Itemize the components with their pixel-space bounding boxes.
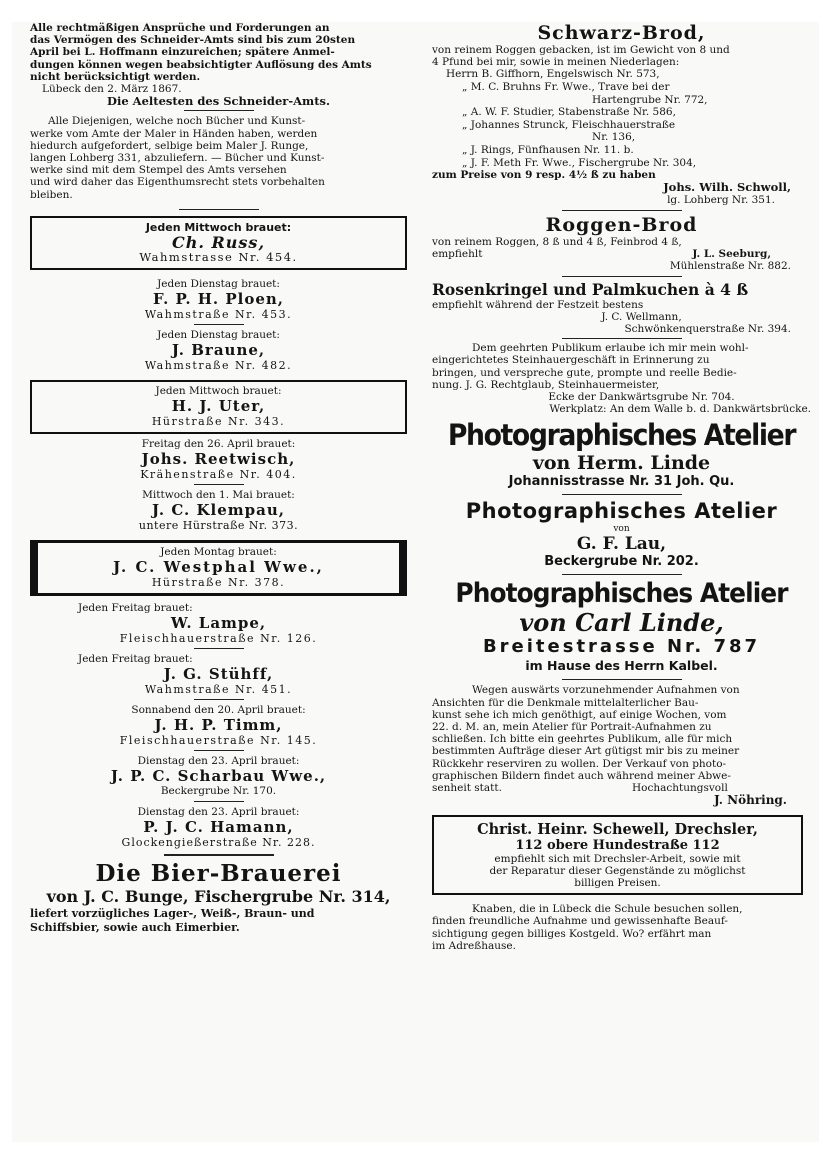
brewer-street: Hürstraße Nr. 378. xyxy=(151,575,286,589)
list-item: „ J. Rings, Fünfhausen Nr. 11. b. xyxy=(462,143,634,156)
brewer-name: H. J. Uter, xyxy=(171,396,266,415)
notice-line: kunst sehe ich mich genöthigt, auf einige Wochen, vom xyxy=(432,708,727,721)
schewell-ad xyxy=(432,815,803,896)
noehring-notice xyxy=(432,684,811,806)
atelier-title: Photographisches Atelier xyxy=(455,578,788,610)
ad-line: Werkplatz: An dem Walle b. d. Dankwärtsbrücke. xyxy=(549,403,811,416)
atelier-address: Breitestrasse Nr. 787 xyxy=(482,636,761,658)
brew-day: Jeden Dienstag brauet: xyxy=(157,328,280,341)
brew-day: Dienstag den 23. April brauet: xyxy=(137,754,300,767)
divider xyxy=(194,801,244,802)
list-item: Nr. 136, xyxy=(592,131,636,144)
divider xyxy=(562,679,682,680)
notice-signer: J. Nöhring. xyxy=(714,793,787,808)
atelier-title: Photographisches Atelier xyxy=(465,499,778,524)
notice-line: werke vom Amte der Maler in Händen haben, werden xyxy=(30,127,318,140)
brewer-street: Glockengießerstraße Nr. 228. xyxy=(121,835,316,849)
notice-line: senheit statt. xyxy=(432,782,502,795)
notice-greeting: Hochachtungsvoll xyxy=(632,782,728,795)
brauerei-owner: von J. C. Bunge, Fischergrube Nr. 314, xyxy=(46,886,391,906)
brewer-name: F. P. H. Ploen, xyxy=(152,289,285,308)
brewer-ad xyxy=(30,653,407,696)
notice-line: das Vermögen des Schneider-Amts sind bis zum 20sten xyxy=(30,34,356,47)
brew-day: Jeden Freitag brauet: xyxy=(78,652,193,665)
brewer-street: Fleischhauerstraße Nr. 126. xyxy=(119,631,318,645)
left-column xyxy=(30,22,407,935)
notice-line: langen Lohberg 331, abzuliefern. — Bücher und Kunst- xyxy=(30,152,325,165)
notice-line: im Adreßhause. xyxy=(432,939,516,952)
steinhauer-ad xyxy=(432,342,811,415)
divider xyxy=(562,210,682,211)
notice-line: Alle Diejenigen, welche noch Bücher und Kunst- xyxy=(48,115,306,128)
ad-address: 112 obere Hundestraße 112 xyxy=(515,837,720,853)
divider xyxy=(194,750,244,751)
brauerei-line: Schiffsbier, sowie auch Eimerbier. xyxy=(30,920,240,934)
atelier-house: im Hause des Herrn Kalbel. xyxy=(525,658,718,674)
brew-day: Mittwoch den 1. Mai brauet: xyxy=(142,488,295,501)
brewer-street: Fleischhauerstraße Nr. 145. xyxy=(119,733,318,747)
notice-line: finden freundliche Aufnahme und gewissenhafte Beauf- xyxy=(432,915,728,928)
ad-line: Dem geehrten Publikum erlaube ich mir mein wohl- xyxy=(472,342,749,355)
notice-line: Rückkehr reserviren zu wollen. Der Verkauf von photo- xyxy=(432,757,727,770)
brew-day: Jeden Montag brauet: xyxy=(160,545,277,558)
brewer-street: Hürstraße Nr. 343. xyxy=(151,414,286,428)
brewer-name: J. H. P. Timm, xyxy=(154,715,283,734)
brewer-name: J. G. Stühff, xyxy=(163,664,274,683)
ad-line: empfiehlt während der Festzeit bestens xyxy=(432,298,644,311)
divider xyxy=(194,484,244,485)
atelier-address: Johannisstrasse Nr. 31 Joh. Qu. xyxy=(508,474,735,490)
divider xyxy=(562,494,682,495)
brewer-ad xyxy=(30,489,407,532)
brauerei-title: Die Bier-Brauerei xyxy=(95,859,342,887)
ad-address: Mühlenstraße Nr. 882. xyxy=(669,260,791,273)
brewer-name: J. P. C. Scharbau Wwe., xyxy=(110,766,327,785)
list-item: „ Johannes Strunck, Fleischhauerstraße xyxy=(462,118,676,131)
brewer-ad xyxy=(30,755,407,798)
ad-line: billigen Preisen. xyxy=(574,877,661,890)
notice-line: sichtigung gegen billiges Kostgeld. Wo? erfährt man xyxy=(432,927,712,940)
ad-title: Schwarz-Brod, xyxy=(537,22,706,44)
ad-title: Roggen-Brod xyxy=(545,213,698,236)
roggenbrod-ad xyxy=(432,214,811,273)
brewer-name: Johs. Reetwisch, xyxy=(141,449,296,468)
divider xyxy=(562,276,682,277)
brewer-street: Beckergrube Nr. 170. xyxy=(160,784,277,797)
brewer-street: Wahmstraße Nr. 453. xyxy=(144,307,293,321)
schneider-notice xyxy=(30,22,407,107)
brewer-ad xyxy=(30,329,407,372)
divider xyxy=(562,574,682,575)
brewer-ad xyxy=(30,438,407,481)
brew-day: Sonnabend den 20. April brauet: xyxy=(131,703,306,716)
brew-day: Dienstag den 23. April brauet: xyxy=(137,805,300,818)
brewer-street: Wahmstraße Nr. 451. xyxy=(144,682,293,696)
notice-line: graphischen Bildern findet auch während meiner Abwe- xyxy=(432,769,731,782)
notice-line: bleiben. xyxy=(30,188,73,201)
ad-line: von reinem Roggen gebacken, ist im Gewicht von 8 und xyxy=(432,44,730,56)
brewer-ad xyxy=(30,216,407,270)
notice-signer: Die Aeltesten des Schneider-Amts. xyxy=(107,94,330,109)
ad-line: nung. J. G. Rechtglaub, Steinhauermeister, xyxy=(432,378,660,391)
brewer-ad xyxy=(30,806,407,849)
atelier-address: Beckergrube Nr. 202. xyxy=(544,554,699,570)
brewer-street: untere Hürstraße Nr. 373. xyxy=(138,518,299,532)
brew-day: Jeden Mittwoch brauet: xyxy=(155,384,282,397)
ad-title: Christ. Heinr. Schewell, Drechsler, xyxy=(477,820,758,838)
notice-line: schließen. Ich bitte ein geehrtes Publikum, alle für mich xyxy=(432,733,733,746)
notice-line: April bei L. Hoffmann einzureichen; spätere Anmel- xyxy=(30,46,335,59)
notice-line: Alle rechtmäßigen Ansprüche und Forderungen an xyxy=(30,22,330,34)
divider xyxy=(194,324,244,325)
notice-line: Ansichten für die Denkmale mittelalterlicher Bau- xyxy=(432,696,699,709)
atelier-owner: G. F. Lau, xyxy=(576,534,667,555)
brewer-street: Krähenstraße Nr. 404. xyxy=(140,467,297,481)
ad-title: Rosenkringel und Palmkuchen à 4 ß xyxy=(432,279,749,299)
divider xyxy=(179,209,259,210)
divider xyxy=(184,110,254,111)
brauerei-ad xyxy=(30,860,407,935)
atelier-owner: von Herm. Linde xyxy=(532,452,711,475)
notice-line: nicht berücksichtigt werden. xyxy=(30,70,201,83)
maler-notice xyxy=(30,115,407,200)
ad-address: lg. Lohberg Nr. 351. xyxy=(667,193,775,206)
brewer-name: J. Braune, xyxy=(171,340,266,359)
ad-line: empfiehlt sich mit Drechsler-Arbeit, sowie mit xyxy=(494,852,741,865)
ad-line: von reinem Roggen, 8 ß und 4 ß, Feinbrod 4 ß, xyxy=(432,235,682,248)
ad-signer: J. C. Wellmann, xyxy=(601,310,682,323)
ad-line: empfiehlt xyxy=(432,247,483,260)
notice-line: 22. d. M. an, mein Atelier für Portrait-Aufnahmen zu xyxy=(432,721,712,734)
atelier-title: Photographisches Atelier xyxy=(447,418,796,453)
brewer-ad xyxy=(30,540,407,596)
notice-line: werke sind mit dem Stempel des Amts versehen xyxy=(30,164,287,177)
atelier-carl-linde-ad xyxy=(432,578,811,673)
divider xyxy=(164,854,274,856)
divider xyxy=(194,648,244,649)
ad-signer: J. L. Seeburg, xyxy=(692,248,771,261)
list-item: „ J. F. Meth Fr. Wwe., Fischergrube Nr. 304, xyxy=(462,156,697,169)
notice-line: bestimmten Aufträge dieser Art gütigst mir bis zu meiner xyxy=(432,745,740,758)
list-item: Herrn B. Giffhorn, Engelswisch Nr. 573, xyxy=(446,68,660,81)
ad-line: zum Preise von 9 resp. 4½ ß zu haben xyxy=(432,169,656,182)
notice-line: Knaben, die in Lübeck die Schule besuchen sollen, xyxy=(472,903,743,916)
notice-date: Lübeck den 2. März 1867. xyxy=(42,83,182,96)
divider xyxy=(194,699,244,700)
ad-line: bringen, und verspreche gute, prompte und reelle Bedie- xyxy=(432,366,737,379)
brew-day: Jeden Mittwoch brauet: xyxy=(145,220,292,234)
list-item: „ M. C. Bruhns Fr. Wwe., Trave bei der xyxy=(462,81,670,93)
ad-signer: Johs. Wilh. Schwoll, xyxy=(663,180,791,195)
brauerei-line: liefert vorzügliches Lager-, Weiß-, Braun- und xyxy=(30,906,315,920)
brewer-name: P. J. C. Hamann, xyxy=(143,817,294,836)
rosenkringel-ad xyxy=(432,280,811,336)
ad-line: eingerichtetes Steinhauergeschäft in Erinnerung zu xyxy=(432,354,710,367)
atelier-lau-ad xyxy=(432,498,811,570)
ad-line: 4 Pfund bei mir, sowie in meinen Niederlagen: xyxy=(432,56,680,69)
atelier-von: von xyxy=(613,524,630,535)
brewer-name: W. Lampe, xyxy=(170,613,267,632)
notice-line: Wegen auswärts vorzunehmender Aufnahmen von xyxy=(472,684,740,697)
ad-line: der Reparatur dieser Gegenstände zu möglichst xyxy=(489,864,746,877)
brew-day: Jeden Dienstag brauet: xyxy=(157,277,280,290)
knaben-notice xyxy=(432,903,811,952)
brewer-name: J. C. Klempau, xyxy=(152,500,285,519)
brewer-name: Ch. Russ, xyxy=(171,232,266,252)
divider xyxy=(562,338,682,339)
brew-day: Jeden Freitag brauet: xyxy=(78,601,193,614)
list-item: Hartengrube Nr. 772, xyxy=(592,93,708,106)
atelier-owner: von Carl Linde, xyxy=(519,608,724,638)
brewer-ad xyxy=(30,380,407,434)
notice-line: hiedurch aufgefordert, selbige beim Maler J. Runge, xyxy=(30,139,309,152)
brewer-street: Wahmstrasse Nr. 454. xyxy=(139,249,298,264)
notice-line: dungen können wegen beabsichtigter Auflösung des Amts xyxy=(30,58,372,71)
brewer-ad xyxy=(30,278,407,321)
brew-day: Freitag den 26. April brauet: xyxy=(141,437,296,450)
brewer-name: J. C. Westphal Wwe., xyxy=(113,557,324,576)
brewer-ad xyxy=(30,704,407,747)
schwarzbrod-ad xyxy=(432,22,811,206)
atelier-linde-ad xyxy=(432,419,811,490)
ad-address: Schwönkenquerstraße Nr. 394. xyxy=(624,322,791,335)
right-column xyxy=(432,22,811,952)
ad-line: Ecke der Dankwärtsgrube Nr. 704. xyxy=(548,391,735,403)
list-item: „ A. W. F. Studier, Stabenstraße Nr. 586, xyxy=(462,106,676,119)
notice-line: und wird daher das Eigenthumsrecht stets vorbehalten xyxy=(30,176,325,189)
brewer-street: Wahmstraße Nr. 482. xyxy=(144,358,293,372)
brewer-ad xyxy=(30,602,407,645)
